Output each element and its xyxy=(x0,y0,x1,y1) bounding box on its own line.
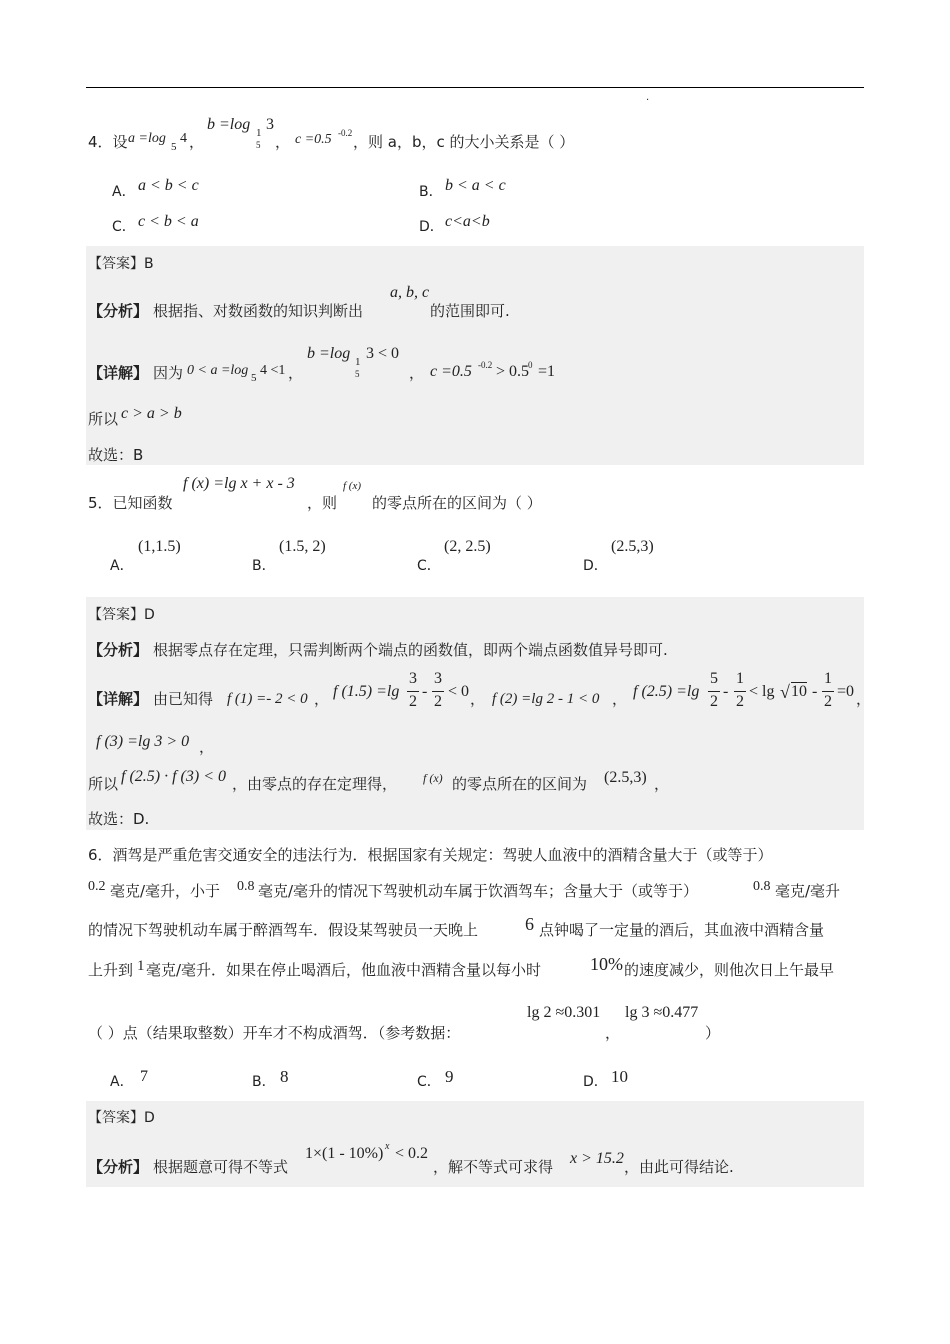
q5-detail-f1: f (1) =- 2 < 0 xyxy=(227,691,308,707)
header-mark: . xyxy=(646,92,650,103)
q4-a-def: a =log xyxy=(128,131,166,146)
q4-detail-ineq1: 0 < a =log xyxy=(187,363,249,378)
q6-analysis-mid: ，解不等式可求得 xyxy=(433,1158,554,1176)
q5-analysis-head: 【分析】 xyxy=(88,641,149,659)
q5-detail-f25-minus2: - xyxy=(812,683,818,700)
q6-l5-sep: ， xyxy=(605,1024,621,1042)
q4-detail-base1: 5 xyxy=(251,372,257,384)
q6-l2-n1: 0.2 xyxy=(88,879,106,894)
q6-option-a-label: A． xyxy=(110,1074,134,1090)
q4-b-arg: 3 xyxy=(266,116,274,133)
q5-option-d[interactable]: (2.5,3) xyxy=(611,538,654,555)
q5-detail-sep3: ， xyxy=(612,690,628,708)
q6-l3-t2: 点钟喝了一定量的酒后，其血液中酒精含量 xyxy=(539,921,825,939)
q4-detail-ineq1b: 4 <1 xyxy=(260,363,286,378)
q4-sep1: ， xyxy=(189,133,205,151)
q4-detail-b-tail: 3 < 0 xyxy=(366,345,400,362)
q5-option-a[interactable]: (1,1.5) xyxy=(138,538,181,555)
q4-option-d-label: D． xyxy=(419,219,444,235)
q4-detail-c-mid: > 0.5 xyxy=(496,363,530,380)
q6-analysis-x: x > 15.2 xyxy=(570,1150,624,1167)
q5-analysis-text: 根据零点存在定理，只需判断两个端点的函数值，即两个端点函数值异号即可. xyxy=(153,641,668,659)
q4-detail-c-tail: =1 xyxy=(538,363,556,380)
q4-analysis-vars: a, b, c xyxy=(390,284,430,301)
q6-l4-t1: 上升到 xyxy=(88,961,134,979)
q4-detail-head: 【详解】 xyxy=(88,364,149,382)
q5-option-b-label: B． xyxy=(252,558,276,574)
q6-analysis-head: 【分析】 xyxy=(88,1158,149,1176)
q6-option-b[interactable]: 8 xyxy=(280,1067,289,1086)
q5-detail-f15-num2: 3 xyxy=(434,670,442,687)
q4-so-text: 所以 xyxy=(88,410,119,428)
q6-l3-t1: 的情况下驾驶机动车属于醉酒驾车．假设某驾驶员一天晚上 xyxy=(88,921,479,939)
q5-detail-f25-den1: 2 xyxy=(710,693,718,710)
q5-detail-f25-num3: 1 xyxy=(824,670,832,687)
q5-detail-f25-eq: =0 xyxy=(837,683,855,700)
q5-option-a-label: A． xyxy=(110,558,134,574)
q5-frac-bar xyxy=(708,691,720,692)
q6-option-c-label: C． xyxy=(417,1074,441,1090)
q6-answer: 【答案】D xyxy=(88,1110,155,1126)
q6-l5-t1: （ ）点（结果取整数）开车才不构成酒驾．（参考数据： xyxy=(88,1024,461,1042)
q5-detail-f25-lt: < lg xyxy=(749,683,775,700)
q5-detail-f15-minus: - xyxy=(422,683,428,700)
q5-so-fx: f (x) xyxy=(423,771,443,785)
q5-answer: 【答案】D xyxy=(88,607,155,623)
q5-detail-f15-den1: 2 xyxy=(409,693,417,710)
q5-option-c-label: C． xyxy=(417,558,441,574)
q6-l5-m2: lg 3 ≈0.477 xyxy=(625,1004,699,1021)
q4-a-base: 5 xyxy=(171,141,177,153)
q5-so-text: 所以 xyxy=(88,775,119,793)
q5-detail-f25: f (2.5) =lg xyxy=(633,683,700,700)
q5-detail-sep1: ， xyxy=(314,690,330,708)
q6-option-a[interactable]: 7 xyxy=(140,1068,148,1085)
q5-detail-f15-num1: 3 xyxy=(409,670,417,687)
q6-l2-t1: 毫克/毫升，小于 xyxy=(110,882,221,900)
q4-detail-c-exp0: 0 xyxy=(528,360,533,370)
q4-analysis-text: 根据指、对数函数的知识判断出 xyxy=(153,302,364,320)
q4-option-c[interactable]: c < b < a xyxy=(138,213,199,230)
q4-detail-b-num: 1 xyxy=(355,356,361,368)
q4-a-arg: 4 xyxy=(180,131,187,146)
q6-l4-n2: 10% xyxy=(590,954,623,974)
q5-prefix: 5．已知函数 xyxy=(88,494,173,512)
q5-detail-f25-den3: 2 xyxy=(824,693,832,710)
q4-option-d[interactable]: c<a<b xyxy=(445,213,490,230)
q6-l2-t2: 毫克/毫升的情况下驾驶机动车属于饮酒驾车；含量大于（或等于） xyxy=(258,882,699,900)
q5-mid: ，则 xyxy=(307,494,338,512)
q5-detail-sep2: ， xyxy=(470,690,486,708)
q6-option-d[interactable]: 10 xyxy=(611,1067,628,1086)
q5-frac-bar xyxy=(822,691,834,692)
q6-analysis-ineq: 1×(1 - 10%) xyxy=(305,1145,384,1162)
q5-option-d-label: D． xyxy=(583,558,608,574)
q4-c-exp: -0.2 xyxy=(338,128,353,138)
q6-l4-t3: 的速度减少，则他次日上午最早 xyxy=(624,961,835,979)
q4-detail-sep1: ， xyxy=(288,364,304,382)
q5-option-c[interactable]: (2, 2.5) xyxy=(444,538,491,555)
q4-detail-sep2: ， xyxy=(409,364,425,382)
q6-l2-n3: 0.8 xyxy=(753,879,771,894)
q6-option-d-label: D． xyxy=(583,1074,608,1090)
q4-option-a[interactable]: a < b < c xyxy=(138,177,199,194)
q4-option-b[interactable]: b < a < c xyxy=(445,177,506,194)
q4-detail-text1: 因为 xyxy=(153,364,184,382)
q5-detail-f25-minus: - xyxy=(723,683,729,700)
q4-detail-b: b =log xyxy=(307,345,351,362)
q5-detail-f15-den2: 2 xyxy=(434,693,442,710)
q4-b-base-den: 5 xyxy=(256,140,261,150)
q5-so-tail: 的零点所在的区间为 xyxy=(452,775,588,793)
q5-detail-f25-sqrt: 10 xyxy=(791,683,807,700)
q5-detail-f25-num2: 1 xyxy=(736,670,744,687)
q6-l2-t3: 毫克/毫升 xyxy=(775,882,841,900)
q5-frac-bar xyxy=(432,691,444,692)
q6-l2-n2: 0.8 xyxy=(237,879,255,894)
q6-l4-t2: 毫克/毫升．如果在停止喝酒后，他血液中酒精含量以每小时 xyxy=(146,961,542,979)
q4-prefix: 4．设 xyxy=(88,133,128,151)
q5-detail-f3: f (3) =lg 3 > 0 xyxy=(96,733,190,750)
q6-l5-end: ） xyxy=(705,1024,721,1042)
q4-solution-box xyxy=(86,246,864,465)
q5-question-suffix: 的零点所在的区间为（ ） xyxy=(372,494,542,512)
q6-l3-n1: 6 xyxy=(525,914,534,934)
q4-so-expr: c > a > b xyxy=(121,405,182,422)
q6-analysis-tail: ，由此可得结论. xyxy=(624,1158,734,1176)
q5-detail-sep5: ， xyxy=(199,738,215,756)
q4-option-b-label: B． xyxy=(419,184,443,200)
q5-so-expr: f (2.5) · f (3) < 0 xyxy=(121,768,226,785)
q6-analysis-exp: x xyxy=(385,1141,390,1152)
sqrt-icon: √ xyxy=(780,682,790,702)
q5-frac-bar xyxy=(734,691,746,692)
q4-sep2: ， xyxy=(275,133,291,151)
q6-line-1: 6．酒驾是严重危害交通安全的违法行为．根据国家有关规定：驾驶人血液中的酒精含量大于（或等于） xyxy=(88,846,773,864)
q5-solution-box xyxy=(86,597,864,830)
q4-detail-c-exp: -0.2 xyxy=(478,360,493,370)
q6-l5-m1: lg 2 ≈0.301 xyxy=(527,1004,601,1021)
q4-option-c-label: C． xyxy=(112,219,136,235)
q6-option-b-label: B． xyxy=(252,1074,276,1090)
q4-detail-c: c =0.5 xyxy=(430,363,472,380)
q6-l4-n1: 1 xyxy=(137,958,145,974)
q5-detail-f25-den2: 2 xyxy=(736,693,744,710)
q5-detail-sep4: ， xyxy=(856,690,872,708)
q4-analysis-head: 【分析】 xyxy=(88,302,149,320)
q4-analysis-tail: 的范围即可. xyxy=(430,302,510,320)
q4-c-def: c =0.5 xyxy=(295,132,332,147)
q5-detail-f2: f (2) =lg 2 - 1 < 0 xyxy=(492,691,600,707)
q5-so-mid: ，由零点的存在定理得， xyxy=(232,775,398,793)
q4-choice: 故选：B xyxy=(88,446,144,464)
q5-detail-head: 【详解】 xyxy=(88,690,149,708)
q5-detail-f25-num1: 5 xyxy=(710,670,718,687)
q4-b-base-num: 1 xyxy=(256,127,262,139)
q5-detail-text: 由已知得 xyxy=(153,690,214,708)
q5-detail-f15: f (1.5) =lg xyxy=(333,683,400,700)
q4-detail-b-den: 5 xyxy=(355,369,360,379)
q6-option-c[interactable]: 9 xyxy=(445,1067,454,1086)
q5-choice: 故选：D. xyxy=(88,810,150,828)
q4-answer: 【答案】B xyxy=(88,256,154,272)
q5-frac-bar xyxy=(407,691,419,692)
q4-b-def: b =log xyxy=(207,116,251,133)
q6-analysis-text: 根据题意可得不等式 xyxy=(153,1158,289,1176)
q6-analysis-ineq-tail: < 0.2 xyxy=(395,1145,429,1162)
q5-option-b[interactable]: (1.5, 2) xyxy=(279,538,326,555)
q4-option-a-label: A． xyxy=(112,184,136,200)
q5-so-end: ， xyxy=(654,775,670,793)
header-rule xyxy=(86,87,864,88)
q5-so-interval: (2.5,3) xyxy=(604,769,647,786)
q5-function-def: f (x) =lg x + x - 3 xyxy=(183,475,295,492)
q5-detail-f15-tail: < 0 xyxy=(448,683,470,700)
q4-question-suffix: ，则 a，b，c 的大小关系是（ ） xyxy=(353,133,575,151)
q5-f-small: f (x) xyxy=(343,480,362,492)
